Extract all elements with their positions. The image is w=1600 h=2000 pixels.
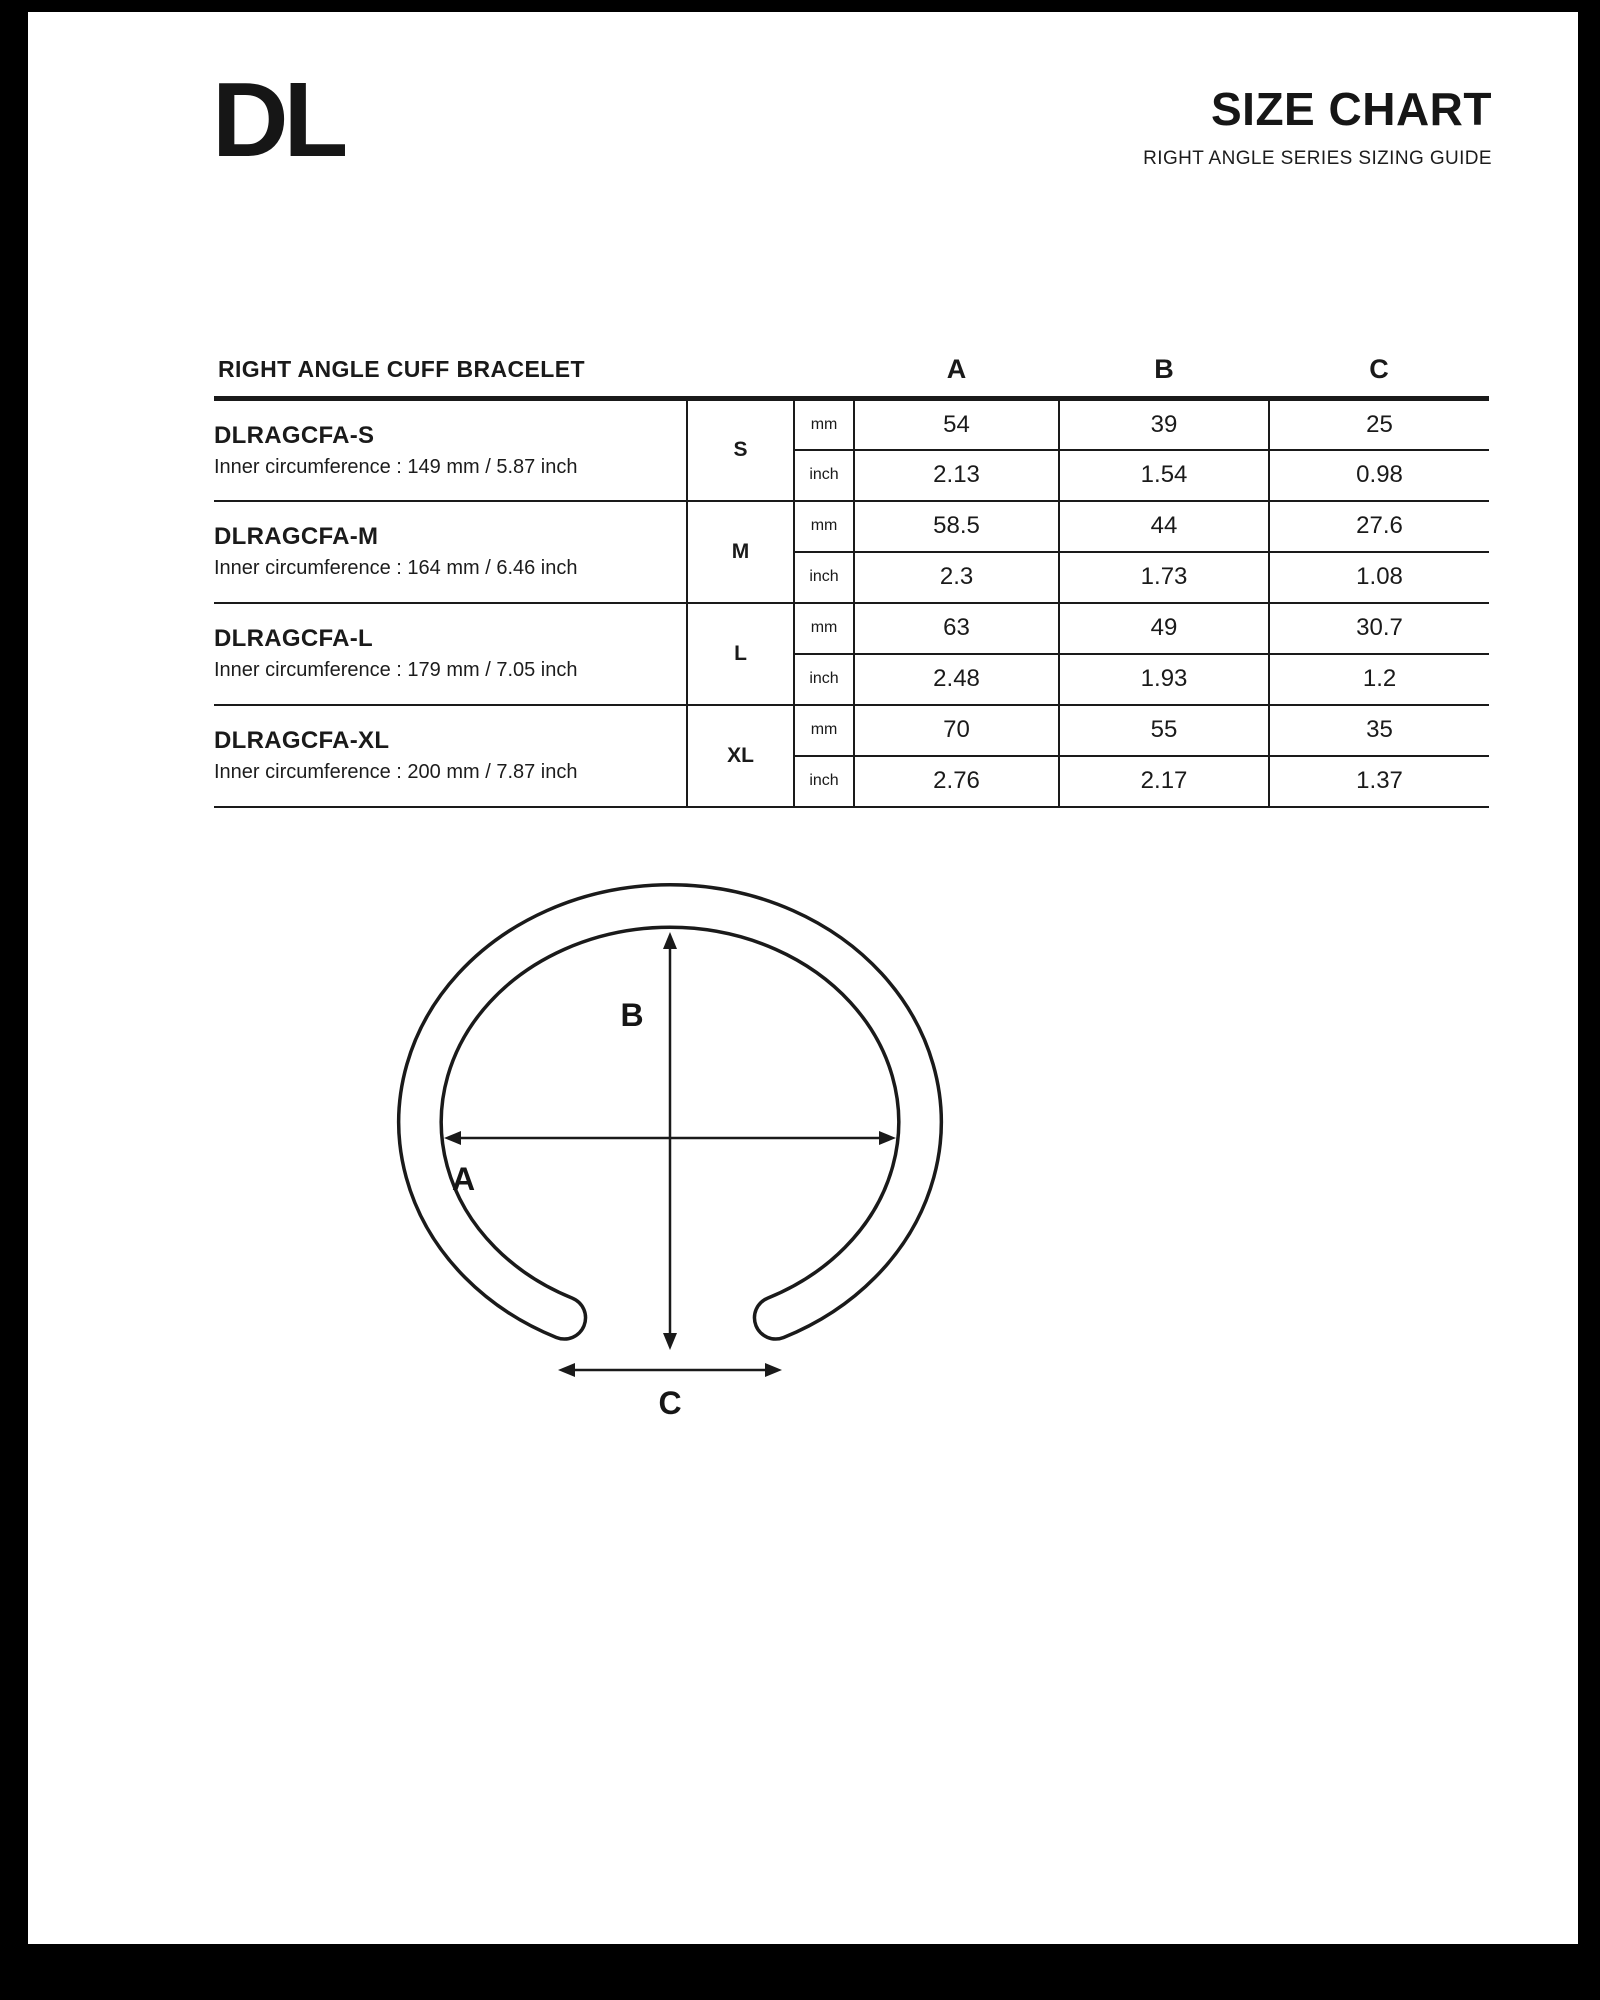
value-cell: 2.17	[1059, 756, 1269, 807]
value-cell: 63	[854, 603, 1059, 654]
column-header-a: A	[854, 342, 1059, 399]
value-cell: 30.7	[1269, 603, 1489, 654]
gap-arrow-c	[558, 1363, 782, 1377]
product-info	[214, 705, 687, 807]
table-row	[214, 603, 1489, 654]
inner-circumference: Inner circumference : 149 mm / 5.87 inch	[214, 455, 578, 478]
value-cell: 1.73	[1059, 552, 1269, 603]
table-header-row	[214, 342, 1489, 399]
inner-circumference: Inner circumference : 164 mm / 6.46 inch	[214, 557, 578, 579]
unit-label: inch	[794, 756, 854, 807]
brand-logo: DL	[212, 61, 344, 179]
product-info	[214, 603, 687, 705]
unit-label: inch	[794, 552, 854, 603]
value-cell: 1.93	[1059, 654, 1269, 705]
unit-label: inch	[794, 654, 854, 705]
diagram-label-a: A	[452, 1161, 476, 1197]
table-row	[214, 501, 1489, 552]
value-cell: 2.13	[854, 450, 1059, 501]
bracelet-diagram	[320, 858, 1020, 1443]
bracelet-diagram-svg	[320, 858, 1020, 1438]
inner-circumference: Inner circumference : 200 mm / 7.87 inch	[214, 761, 578, 783]
value-cell: 44	[1059, 501, 1269, 552]
value-cell: 70	[854, 705, 1059, 756]
value-cell: 2.76	[854, 756, 1059, 807]
page-title: SIZE CHART	[1211, 83, 1492, 135]
diagram-label-b: B	[620, 997, 644, 1033]
value-cell: 35	[1269, 705, 1489, 756]
value-cell: 25	[1269, 399, 1489, 450]
height-arrow-b	[663, 932, 677, 1350]
value-cell: 39	[1059, 399, 1269, 450]
value-cell: 1.2	[1269, 654, 1489, 705]
value-cell: 1.54	[1059, 450, 1269, 501]
model-name: DLRAGCFA-L	[214, 625, 373, 652]
value-cell: 2.3	[854, 552, 1059, 603]
size-table	[214, 342, 1489, 808]
product-info	[214, 399, 687, 501]
value-cell: 58.5	[854, 501, 1059, 552]
table-row	[214, 705, 1489, 756]
unit-label: mm	[794, 705, 854, 756]
value-cell: 27.6	[1269, 501, 1489, 552]
unit-label: mm	[794, 399, 854, 450]
table-row	[214, 399, 1489, 450]
value-cell: 55	[1059, 705, 1269, 756]
model-name: DLRAGCFA-M	[214, 523, 379, 550]
document-page	[28, 12, 1578, 1944]
model-name: DLRAGCFA-XL	[214, 727, 390, 754]
unit-label: mm	[794, 603, 854, 654]
size-badge: M	[687, 501, 794, 603]
value-cell: 54	[854, 399, 1059, 450]
value-cell: 1.37	[1269, 756, 1489, 807]
diagram-label-c: C	[658, 1385, 682, 1421]
table-title: RIGHT ANGLE CUFF BRACELET	[214, 342, 854, 399]
title-block	[1143, 82, 1492, 170]
size-badge: S	[687, 399, 794, 501]
product-info	[214, 501, 687, 603]
size-badge: L	[687, 603, 794, 705]
value-cell: 0.98	[1269, 450, 1489, 501]
size-badge: XL	[687, 705, 794, 807]
inner-circumference: Inner circumference : 179 mm / 7.05 inch	[214, 659, 578, 681]
column-header-c: C	[1269, 342, 1489, 399]
value-cell: 2.48	[854, 654, 1059, 705]
unit-label: inch	[794, 450, 854, 501]
value-cell: 1.08	[1269, 552, 1489, 603]
model-name: DLRAGCFA-S	[214, 421, 375, 449]
page-subtitle: RIGHT ANGLE SERIES SIZING GUIDE	[1143, 148, 1492, 169]
column-header-b: B	[1059, 342, 1269, 399]
unit-label: mm	[794, 501, 854, 552]
value-cell: 49	[1059, 603, 1269, 654]
